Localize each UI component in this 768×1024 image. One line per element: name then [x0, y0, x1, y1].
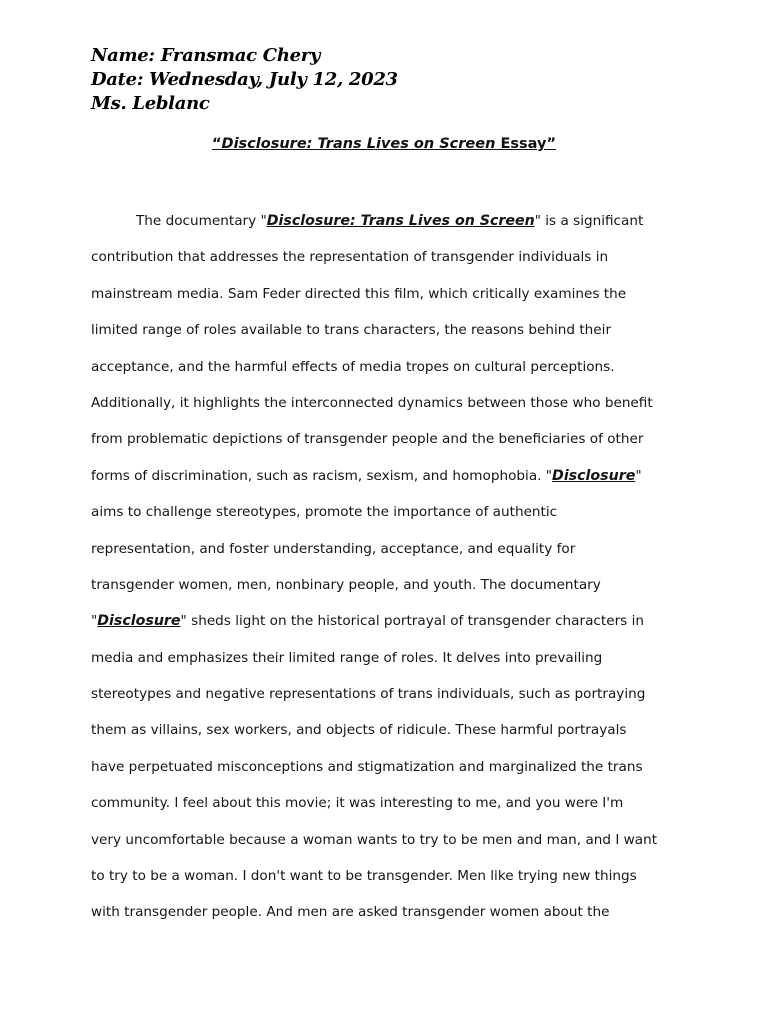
body-line-17: community. I feel about this movie; it was interesting to me, and you were I'm: [91, 795, 624, 812]
film-title-reference: Disclosure: Trans Lives on Screen: [266, 213, 535, 229]
body-text: " sheds light on the historical portrayal of transgender characters in: [180, 613, 644, 630]
body-line-3: mainstream media. Sam Feder directed this film, which critically examines the: [91, 285, 627, 302]
film-title-reference: Disclosure: [552, 467, 636, 484]
teacher-name: Ms. Leblanc: [91, 93, 210, 114]
title-suffix: Essay: [495, 136, 547, 152]
body-line-2: contribution that addresses the representation of transgender individuals in: [91, 249, 609, 266]
body-line-13: media and emphasizes their limited range of roles. It delves into prevailing: [91, 649, 603, 666]
body-text: The documentary ": [136, 213, 267, 229]
body-line-8: [91, 458, 681, 494]
title-film-name: Disclosure: Trans Lives on Screen: [221, 136, 496, 152]
body-line-6: Additionally, it highlights the interconnected dynamics between those who benefit: [91, 394, 653, 411]
body-line-15: them as villains, sex workers, and objects of ridicule. These harmful portrayals: [91, 722, 627, 739]
body-line-4: limited range of roles available to trans characters, the reasons behind their: [91, 322, 612, 339]
body-text: " is a significant: [534, 213, 644, 229]
body-line-5: acceptance, and the harmful effects of media tropes on cultural perceptions.: [91, 358, 615, 375]
body-line-11: transgender women, men, nonbinary people, and youth. The documentary: [91, 576, 601, 593]
body-line-7: from problematic depictions of transgender people and the beneficiaries of other: [91, 431, 644, 448]
film-title-reference: Disclosure: [97, 613, 181, 630]
body-line-10: representation, and foster understanding, acceptance, and equality for: [91, 540, 576, 557]
body-line-18: very uncomfortable because a woman wants to try to be men and man, and I want: [91, 831, 658, 848]
student-name: Name: Fransmac Chery: [91, 45, 321, 66]
title-close-quote: ”: [546, 136, 556, 152]
essay-body: [91, 203, 681, 931]
essay-title: [0, 136, 768, 152]
body-text: forms of discrimination, such as racism, sexism, and homophobia. ": [91, 467, 553, 484]
body-line-14: stereotypes and negative representations of trans individuals, such as portraying: [91, 686, 646, 703]
body-line-19: to try to be a woman. I don't want to be transgender. Men like trying new things: [91, 868, 637, 885]
body-line-1: [91, 203, 681, 239]
title-open-quote: “: [212, 136, 222, 152]
body-text: ": [635, 467, 642, 484]
body-line-16: have perpetuated misconceptions and stigmatization and marginalized the trans: [91, 758, 643, 775]
document-date: Date: Wednesday, July 12, 2023: [91, 69, 398, 90]
body-line-9: aims to challenge stereotypes, promote the importance of authentic: [91, 504, 558, 521]
body-line-12: [91, 603, 681, 639]
essay-title-text: [212, 136, 556, 152]
document-header: [91, 44, 398, 116]
body-text: ": [91, 613, 98, 630]
body-line-20: with transgender people. And men are asked transgender women about the: [91, 904, 610, 921]
